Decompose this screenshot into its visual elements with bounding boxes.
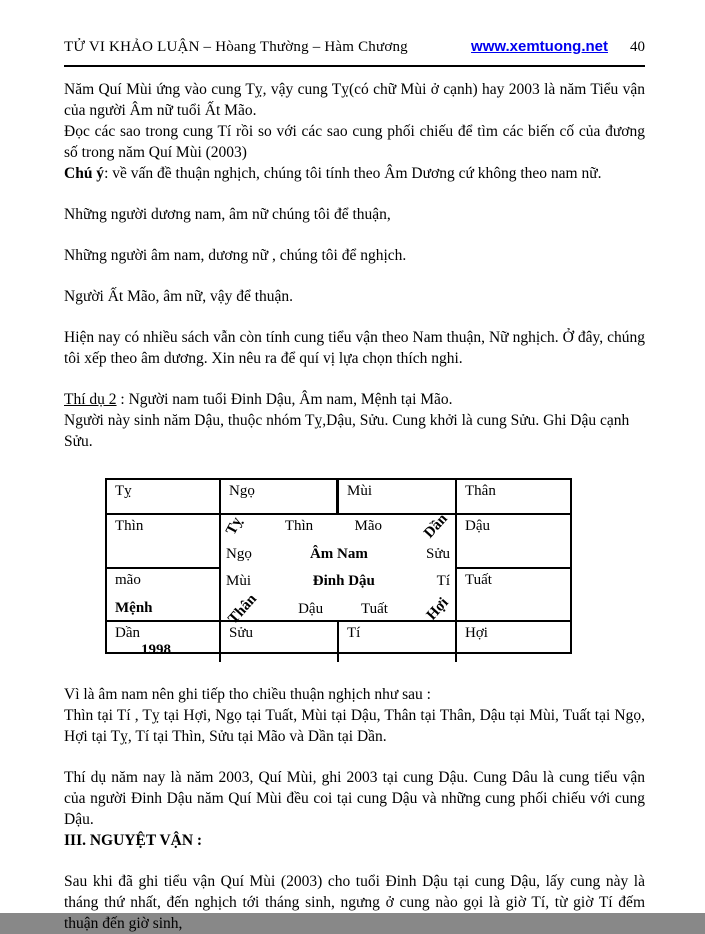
- cell-label: Hợi: [465, 625, 488, 641]
- inner-label-ti: Tí: [436, 573, 450, 590]
- inner-label-hoi-rotated: Hợi: [423, 594, 452, 624]
- table-cell-suu: [221, 622, 339, 662]
- paragraph-sau-khi: Sau khi đã ghi tiểu vận Quí Mùi (2003) cho tuổi Đinh Dậu tại cung Dậu, lấy cung này là tháng thứ nhất, đến nghịch tới tháng sinh, ngưng ở cung nào gọi là giờ Tí, từ giờ Tí đếm thuận đến giờ sinh,: [64, 873, 645, 932]
- page-number: 40: [630, 39, 645, 55]
- cell-label: Mùi: [347, 483, 373, 499]
- table-cell-dan-1998: [107, 622, 221, 662]
- cell-label: Tuất: [465, 572, 492, 588]
- paragraph-nguoi-nay-sinh: Người này sinh năm Dậu, thuộc nhóm Tỵ,Dậu, Sửu. Cung khởi là cung Sửu. Ghi Dậu cạnh Sửu.: [64, 412, 630, 450]
- inner-row-dinh-dau: [226, 573, 450, 590]
- cell-label: Sửu: [229, 625, 253, 641]
- thi-du-2-label: Thí dụ 2: [64, 391, 117, 408]
- tuvi-chart-table: [105, 478, 572, 658]
- table-cell-thin: [107, 515, 221, 569]
- cell-label: mão: [115, 572, 141, 588]
- paragraph-vi-la-am-nam: Vì là âm nam nên ghi tiếp tho chiều thuận nghịch như sau :: [64, 686, 431, 703]
- dinh-dau-label: Đinh Dậu: [312, 573, 375, 590]
- cell-label: Dậu: [465, 518, 490, 534]
- header-title: TỬ VI KHẢO LUẬN – Hòang Thường – Hàm Chương: [64, 39, 408, 55]
- inner-label-mao: Mão: [354, 518, 382, 534]
- cell-label: Tỵ: [115, 483, 132, 499]
- inner-row-bottom: [225, 591, 452, 628]
- cell-label: Thân: [465, 483, 496, 499]
- section-heading-nguyet-van: III. NGUYỆT VẬN :: [64, 832, 203, 849]
- inner-label-than-rotated: Thân: [225, 591, 261, 628]
- table-center-cell: [221, 510, 457, 628]
- cell-label: Dần: [115, 625, 140, 641]
- paragraph-hien-nay: Hiện nay có nhiều sách vẫn còn tính cung tiểu vận theo Nam thuận, Nữ nghịch. Ở đây, chúng tôi xếp theo âm dương. Xin nêu ra để quí vị lựa chọn thích nghi.: [64, 329, 645, 367]
- thi-du-2-text: : Người nam tuổi Đinh Dậu, Âm nam, Mệnh tại Mão.: [116, 391, 453, 408]
- table-cell-dau: [457, 515, 570, 569]
- inner-row-am-nam: [226, 546, 450, 563]
- paragraph-tieu-van: Năm Quí Mùi ứng vào cung Tỵ, vậy cung Tỵ(có chữ Mùi ở cạnh) hay 2003 là năm Tiểu vận của người Âm nữ tuổi Ất Mão.: [64, 81, 645, 119]
- paragraph-doc-sao: Đọc các sao trong cung Tí rồi so với các sao cung phối chiếu để tìm các biến cố của đương số trong năm Quí Mùi (2003): [64, 123, 645, 161]
- inner-label-dan-rotated: Dần: [421, 510, 452, 542]
- paragraph-am-nam: Những người âm nam, dương nữ , chúng tôi để nghịch.: [64, 247, 407, 264]
- table-cell-mao-menh: [107, 569, 221, 622]
- page-header: [64, 36, 645, 67]
- table-cell-ngo: [221, 480, 339, 515]
- inner-label-suu: Sửu: [426, 545, 450, 562]
- inner-row-top: [223, 510, 452, 542]
- cell-label: Tí: [347, 625, 361, 641]
- year-1998: 1998: [141, 642, 171, 658]
- document-body: [64, 79, 645, 934]
- table-cell-hoi: [457, 622, 570, 662]
- inner-label-dau: Dậu: [298, 600, 324, 617]
- inner-label-ty-rotated: Tỵ: [223, 514, 246, 538]
- inner-label-thin: Thìn: [284, 518, 314, 534]
- inner-label-tuat: Tuất: [360, 600, 388, 617]
- inner-label-mui: Mùi: [226, 573, 252, 590]
- inner-label-ngo: Ngọ: [226, 545, 252, 562]
- chu-y-text: : về vấn đề thuận nghịch, chúng tôi tính theo Âm Dương cứ không theo nam nữ.: [104, 165, 602, 182]
- cell-label: Thìn: [115, 518, 144, 534]
- am-nam-label: Âm Nam: [309, 545, 368, 562]
- paragraph-thi-du-nam-nay: Thí dụ năm nay là năm 2003, Quí Mùi, ghi 2003 tại cung Dậu. Cung Dâu là cung tiểu vận của người Đinh Dậu năm Quí Mùi đều coi tại cung Dậu và những cung phối chiếu với cung Dậu.: [64, 769, 645, 828]
- table-cell-ti: [339, 622, 457, 662]
- paragraph-chu-y: [64, 163, 645, 184]
- paragraph-thi-du-2: [64, 389, 645, 410]
- table-cell-mui: [339, 480, 457, 515]
- paragraph-duong-nam: Những người dương nam, âm nữ chúng tôi để thuận,: [64, 206, 391, 223]
- menh-label: Mệnh: [115, 600, 153, 616]
- table-cell-ty: [107, 480, 221, 515]
- paragraph-thin-tai-ti: Thìn tại Tí , Tỵ tại Hợi, Ngọ tại Tuất, Mùi tại Dậu, Thân tại Thân, Dậu tại Mùi, Tuất tại Ngọ, Hợi tại Tỵ, Tí tại Thìn, Sửu tại Mão và Dần tại Dần.: [64, 707, 645, 745]
- website-link[interactable]: www.xemtuong.net: [471, 38, 608, 55]
- table-cell-than: [457, 480, 570, 515]
- paragraph-at-mao: Người Ất Mão, âm nữ, vậy để thuận.: [64, 288, 294, 305]
- cell-label: Ngọ: [229, 483, 255, 499]
- table-cell-tuat: [457, 569, 570, 622]
- chu-y-label: Chú ý: [64, 165, 105, 182]
